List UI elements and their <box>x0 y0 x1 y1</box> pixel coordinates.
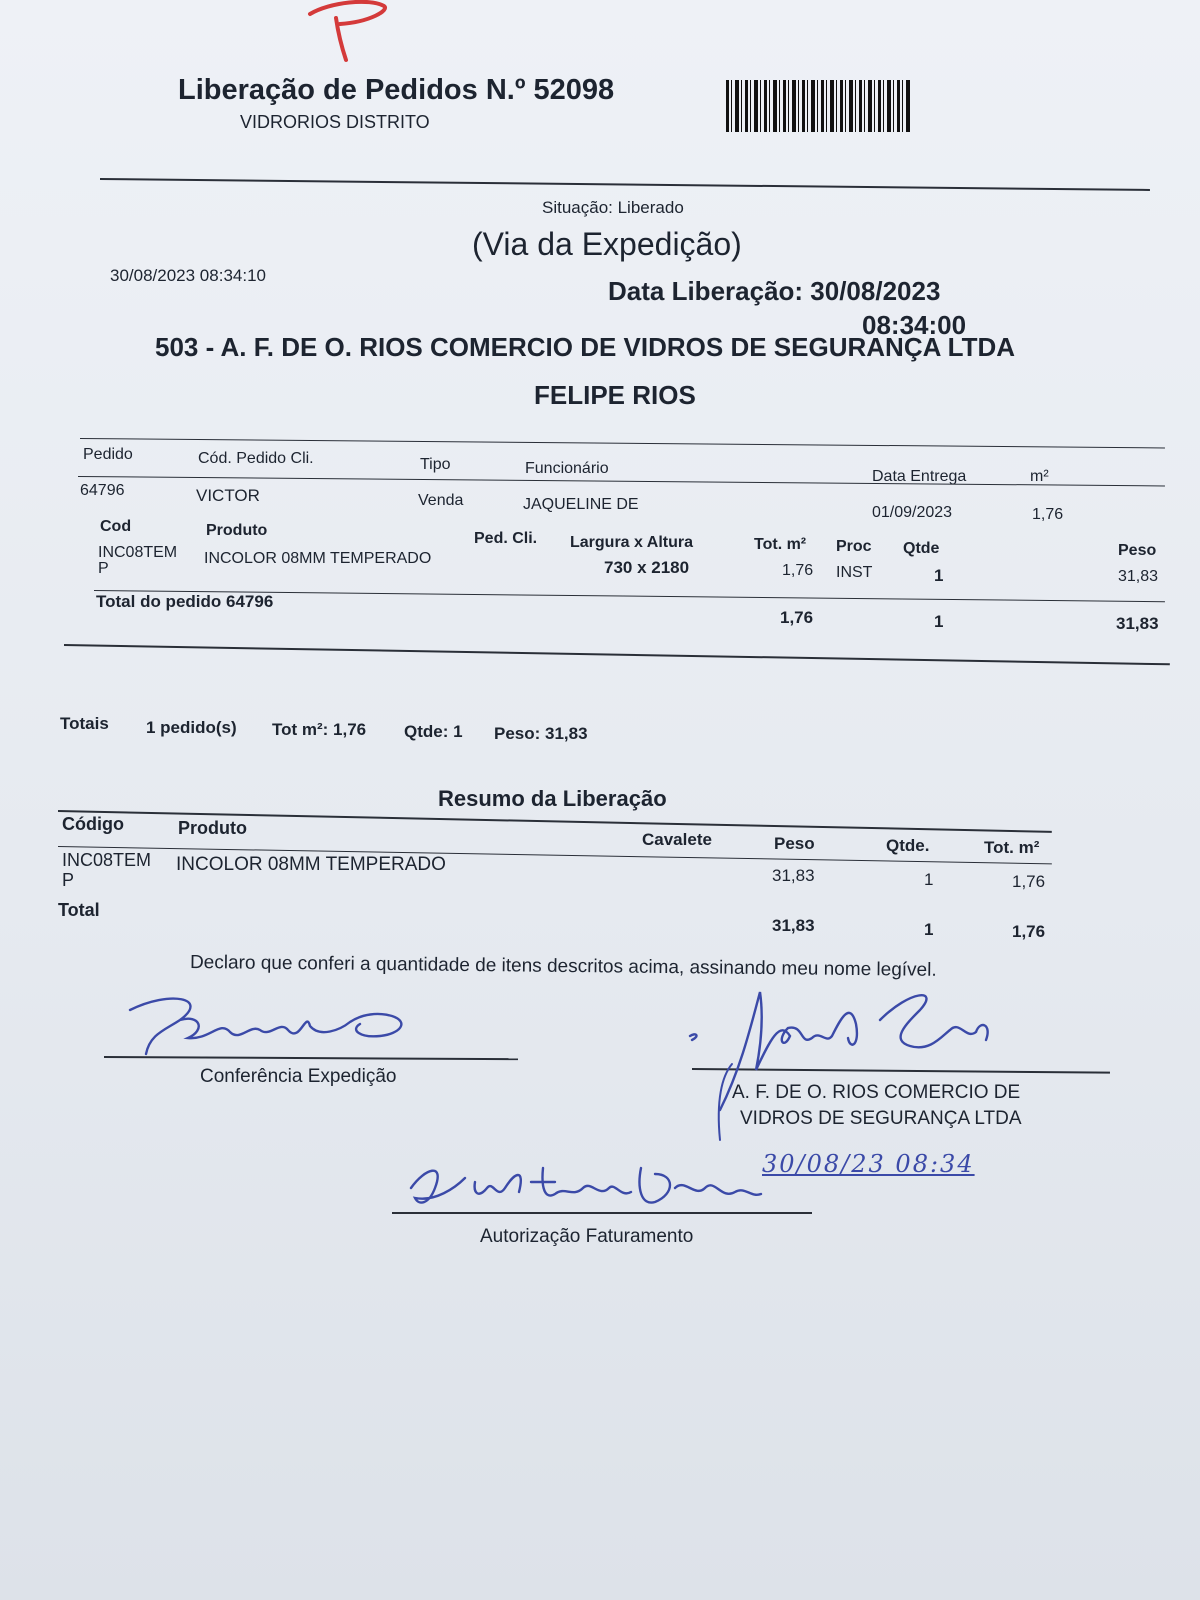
resumo-col-qtde-label: Qtde. <box>886 836 930 855</box>
resumo-col-codigo-label: Código <box>62 814 124 834</box>
col-largura-altura-label: Largura x Altura <box>570 534 693 551</box>
printed-timestamp: 30/08/2023 08:34:10 <box>110 266 266 285</box>
resumo-total-peso: 31,83 <box>772 916 815 935</box>
resumo-col-peso-label: Peso <box>774 834 815 853</box>
item-peso: 31,83 <box>1118 568 1159 585</box>
order-total-qtde: 1 <box>934 612 944 631</box>
handwritten-date: 30/08/23 08:34 <box>762 1150 975 1178</box>
barcode-icon <box>726 80 910 132</box>
totais-qtde: Qtde: 1 <box>404 722 463 741</box>
cod-pedido-cli-value: VICTOR <box>196 486 260 505</box>
order-divider-mid <box>78 476 1165 486</box>
item-cod-line2: P <box>98 560 109 577</box>
item-dimensions: 730 x 2180 <box>604 558 690 577</box>
order-divider-top <box>80 438 1165 448</box>
item-tot-m2: 1,76 <box>782 562 814 579</box>
pedido-value: 64796 <box>80 482 125 499</box>
order-block-divider <box>64 644 1170 665</box>
resumo-col-tot-m2-label: Tot. m² <box>984 838 1040 857</box>
col-produto-label: Produto <box>206 522 268 539</box>
totais-peso: Peso: 31,83 <box>494 724 588 743</box>
signature-company <box>680 980 1020 1140</box>
tipo-value: Venda <box>418 492 464 509</box>
m2-value: 1,76 <box>1032 506 1064 523</box>
col-m2-label: m² <box>1030 468 1049 485</box>
hora-liberacao: 08:34:00 <box>862 310 967 340</box>
col-peso-label: Peso <box>1118 542 1157 559</box>
data-liberacao: Data Liberação: 30/08/2023 <box>608 276 941 306</box>
order-total-m2: 1,76 <box>780 608 814 627</box>
order-total-peso: 31,83 <box>1116 614 1159 633</box>
header-divider <box>100 178 1150 191</box>
resumo-peso: 31,83 <box>772 866 815 885</box>
data-entrega-value: 01/09/2023 <box>872 504 953 521</box>
autorizacao-label: Autorização Faturamento <box>480 1226 694 1247</box>
col-qtde-label: Qtde <box>903 540 940 557</box>
totais-label: Totais <box>60 714 109 733</box>
resumo-col-cavalete-label: Cavalete <box>642 830 712 849</box>
red-pen-mark <box>300 0 400 65</box>
situacao-label: Situação: Liberado <box>542 198 684 217</box>
document-title: Liberação de Pedidos N.º 52098 <box>178 74 615 106</box>
company-signature-line2: VIDROS DE SEGURANÇA LTDA <box>740 1108 1022 1129</box>
signature-autorizacao <box>405 1158 765 1218</box>
signature-conferencia <box>110 990 430 1070</box>
funcionario-value: JAQUELINE DE <box>523 496 639 513</box>
resumo-qtde: 1 <box>924 870 934 889</box>
company-name: VIDRORIOS DISTRITO <box>240 112 430 132</box>
col-pedido-label: Pedido <box>83 446 133 463</box>
resumo-title: Resumo da Liberação <box>438 786 667 811</box>
col-cod-pedido-cli-label: Cód. Pedido Cli. <box>198 450 314 467</box>
col-tot-m2-label: Tot. m² <box>754 536 807 553</box>
col-ped-cli-label: Ped. Cli. <box>474 530 538 547</box>
col-cod-label: Cod <box>100 518 132 535</box>
item-produto: INCOLOR 08MM TEMPERADO <box>204 550 432 567</box>
conferencia-label: Conferência Expedição <box>200 1066 397 1087</box>
item-cod-line1: INC08TEM <box>98 544 178 561</box>
resumo-col-produto-label: Produto <box>178 818 247 838</box>
declaration-text: Declaro que conferi a quantidade de itens descritos acima, assinando meu nome legível. <box>189 952 937 981</box>
resumo-tot-m2: 1,76 <box>1012 872 1046 891</box>
totais-pedidos: 1 pedido(s) <box>146 718 237 737</box>
item-proc: INST <box>836 564 873 581</box>
col-data-entrega-label: Data Entrega <box>872 468 967 485</box>
resumo-total-tot-m2: 1,76 <box>1012 922 1046 941</box>
totais-tot-m2: Tot m²: 1,76 <box>272 720 367 739</box>
resumo-codigo-line1: INC08TEM <box>62 850 152 870</box>
client-contact: FELIPE RIOS <box>534 380 696 410</box>
resumo-total-label: Total <box>58 900 100 920</box>
col-funcionario-label: Funcionário <box>525 460 609 477</box>
company-signature-line1: A. F. DE O. RIOS COMERCIO DE <box>732 1082 1021 1103</box>
col-proc-label: Proc <box>836 538 872 555</box>
item-qtde: 1 <box>934 566 944 585</box>
resumo-produto: INCOLOR 08MM TEMPERADO <box>176 854 446 875</box>
resumo-total-qtde: 1 <box>924 920 934 939</box>
client-name: 503 - A. F. DE O. RIOS COMERCIO DE VIDROS DE SEGURANÇA LTDA <box>155 332 1016 362</box>
col-tipo-label: Tipo <box>420 456 451 473</box>
order-total-label: Total do pedido 64796 <box>96 592 274 611</box>
resumo-codigo-line2: P <box>62 870 75 890</box>
via-label: (Via da Expedição) <box>472 226 742 262</box>
